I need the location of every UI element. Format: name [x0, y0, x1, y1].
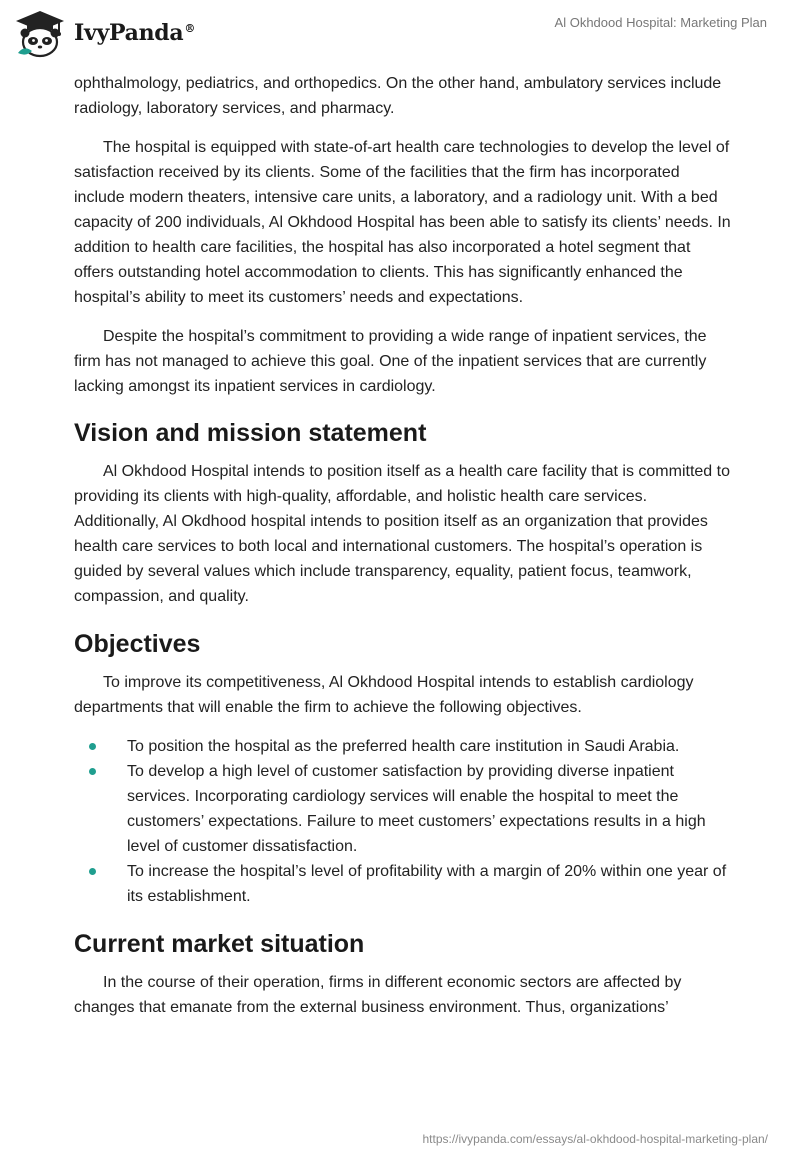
paragraph-services-continued: ophthalmology, pediatrics, and orthopedics. On the other hand, ambulatory services include radiology, laboratory services, and pharmacy. [74, 75, 722, 117]
registered-mark: ® [184, 21, 196, 35]
document-title: Al Okhdood Hospital: Marketing Plan [554, 15, 767, 30]
heading-market-situation: Current market situation [74, 930, 365, 958]
paragraph-inpatient-gap: Despite the hospital’s commitment to providing a wide range of inpatient services, the firm has not managed to achieve this goal. One of the inpatient services that are currently lacking amongst its inpatient services in cardiology. [74, 328, 707, 395]
bullet-icon [89, 768, 96, 775]
objective-text: To position the hospital as the preferred health care institution in Saudi Arabia. [127, 738, 680, 755]
list-item [74, 759, 734, 859]
bullet-icon [89, 743, 96, 750]
list-item [74, 859, 734, 909]
heading-vision-mission: Vision and mission statement [74, 419, 427, 447]
bullet-icon [89, 868, 96, 875]
paragraph-vision-mission: Al Okhdood Hospital intends to position itself as a health care facility that is committed to providing its clients with high-quality, affordable, and holistic health care services. Additionally, Al Okdhood hospital intends to position itself as an organization that provides health care services to both local and international customers. The hospital’s operation is guided by several values which include transparency, equality, patient focus, teamwork, compassion, and quality. [74, 463, 730, 605]
ivypanda-logo[interactable] [14, 8, 195, 60]
page-header [0, 0, 800, 70]
objectives-list [74, 734, 734, 909]
paragraph-facilities: The hospital is equipped with state-of-art health care technologies to develop the level of satisfaction received by its clients. Some of the facilities that the firm has incorporated include modern theaters, intensive care units, a laboratory, and a radiology unit. With a bed capacity of 200 individuals, Al Okhdood Hospital has been able to satisfy its clients’ needs. In addition to health care facilities, the hospital has also incorporated a hotel segment that offers outstanding hotel accommodation to clients. This has significantly enhanced the hospital’s ability to meet its customers’ needs and expectations. [74, 139, 731, 306]
heading-objectives: Objectives [74, 630, 201, 658]
logo-text: IvyPanda [74, 20, 184, 46]
panda-graduate-icon [14, 9, 66, 59]
objective-text: To increase the hospital’s level of profitability with a margin of 20% within one year of its establishment. [127, 863, 727, 905]
list-item [74, 734, 734, 759]
logo-wordmark [74, 20, 195, 46]
paragraph-objectives-intro: To improve its competitiveness, Al Okhdood Hospital intends to establish cardiology departments that will enable the firm to achieve the following objectives. [74, 674, 694, 716]
paragraph-market-situation: In the course of their operation, firms in different economic sectors are affected by changes that emanate from the external business environment. Thus, organizations’ [74, 974, 682, 1016]
source-url[interactable]: https://ivypanda.com/essays/al-okhdood-hospital-marketing-plan/ [422, 1132, 768, 1146]
objective-text: To develop a high level of customer satisfaction by providing diverse inpatient services. Incorporating cardiology services will enable the hospital to meet the customers’ expectations. Failure to meet customers’ expectations results in a high level of customer dissatisfaction. [127, 763, 706, 855]
essay-body [74, 71, 734, 1020]
